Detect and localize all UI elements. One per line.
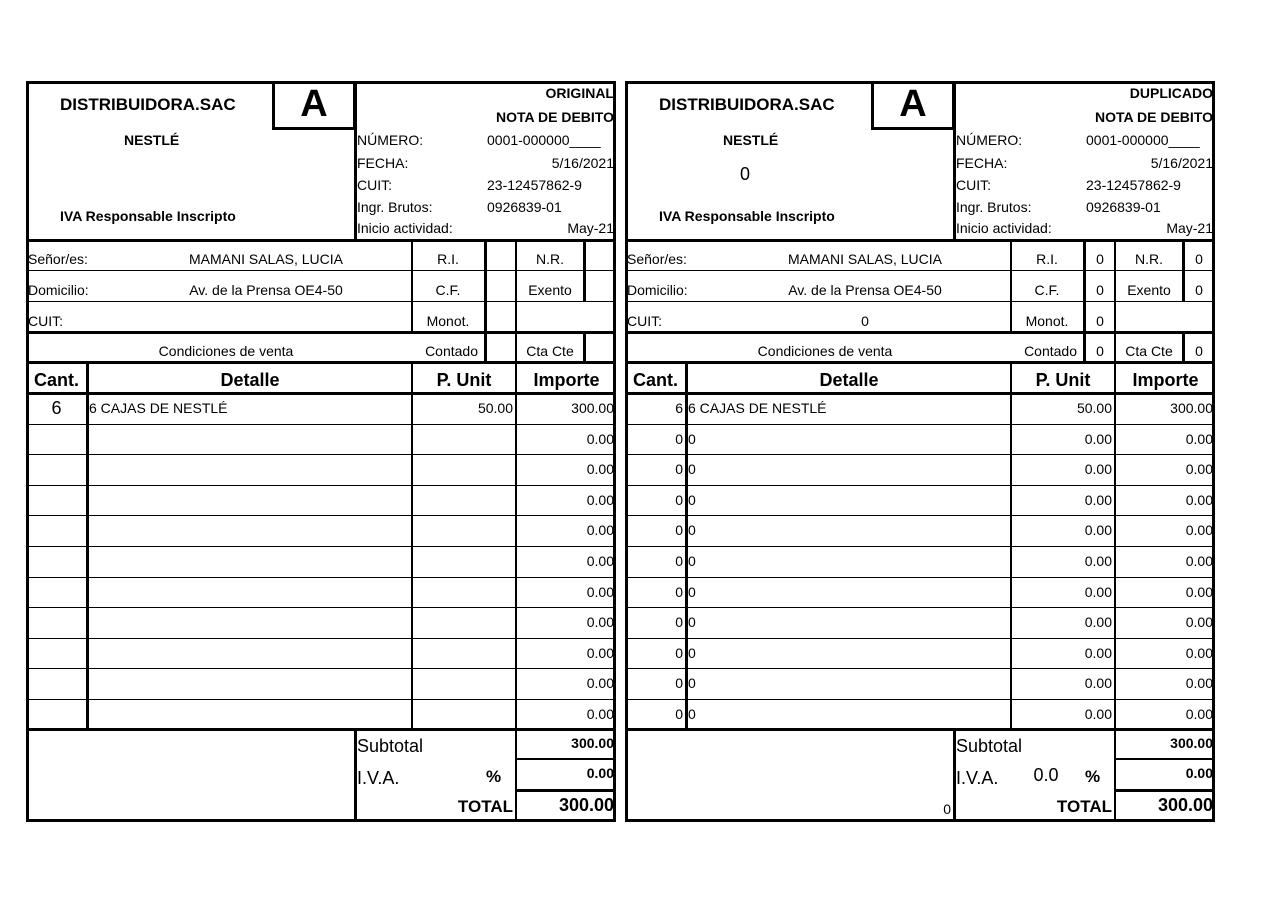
cell-importe: 0.00 <box>1185 491 1213 508</box>
numero-label: NÚMERO: <box>956 132 1023 148</box>
cell-importe: 0.00 <box>1185 706 1213 722</box>
totals-rule <box>516 758 616 760</box>
ri-label: R.I. <box>437 251 459 267</box>
row-rule <box>625 454 1215 455</box>
row-rule <box>26 454 616 455</box>
subtotal-label: Subtotal <box>357 736 424 756</box>
total-label: TOTAL <box>1056 797 1112 816</box>
cell-importe: 0.00 <box>586 522 614 539</box>
contado-label: Contado <box>1024 343 1077 359</box>
col-header-punit: P. Unit <box>1035 370 1091 390</box>
exento-label: Exento <box>1127 282 1171 298</box>
senor-label: Señor/es: <box>28 251 88 267</box>
tax-col-rule <box>484 240 487 332</box>
cond-bottom-rule <box>26 361 616 364</box>
cell-punit: 0.00 <box>1084 553 1112 569</box>
cell-importe: 0.00 <box>1185 461 1213 478</box>
col-header-cant: Cant. <box>633 370 678 390</box>
cell-cant: 0 <box>675 706 683 722</box>
domicilio-underline <box>26 301 412 302</box>
inicio-actividad-value: May-21 <box>567 220 614 236</box>
iva-condition: IVA Responsable Inscripto <box>60 208 236 224</box>
cell-punit: 0.00 <box>1084 583 1112 600</box>
header-divider <box>354 81 357 241</box>
domicilio-value: Av. de la Prensa OE4-50 <box>788 282 942 298</box>
col-header-punit: P. Unit <box>436 370 492 390</box>
fecha-value: 5/16/2021 <box>1150 155 1213 171</box>
cell-cant: 0 <box>675 491 683 508</box>
invoice-letter: A <box>300 83 328 125</box>
iva-value: 0.00 <box>586 765 614 781</box>
header-divider <box>953 81 956 241</box>
cond-col-rule <box>583 333 586 363</box>
copy-label: DUPLICADO <box>1129 85 1213 101</box>
cond-col-rule <box>1083 333 1086 363</box>
client-cuit-label: CUIT: <box>28 313 63 329</box>
row-rule <box>625 515 1215 516</box>
cf-value: 0 <box>1096 282 1104 298</box>
copy-label: ORIGINAL <box>545 85 614 101</box>
cell-cant: 0 <box>675 522 683 539</box>
totals-rule <box>516 789 616 792</box>
iva-value: 0.00 <box>1185 765 1213 781</box>
items-bottom-rule <box>26 728 616 731</box>
header-bottom-rule <box>26 239 616 242</box>
row-rule <box>625 577 1215 578</box>
cuit-label: CUIT: <box>357 177 392 193</box>
senor-value: MAMANI SALAS, LUCIA <box>188 251 344 267</box>
cell-punit: 50.00 <box>1076 400 1112 416</box>
domicilio-underline <box>625 301 1011 302</box>
row-rule <box>26 424 616 425</box>
invoice-copy-original: DISTRIBUIDORA.SAC A NESTLÉ IVA Responsable Inscripto ORIGINAL NOTA DE DEBITO NÚMERO: 0001-000000____ FECHA: 5/16/2021 CUIT: 23-12457862-9 Ingr. Brutos: 0926839-01 Inicio actividad: May-21 Señor/es: MAMANI SALAS, LUCIA Domicilio: Av. de la Prensa OE4-50 CUIT: R.I. N.R. C.F. Exento Monot. Condiciones de venta Contado Cta Cte Cant. Detalle P. Unit Importe 6 6 CAJAS DE NESTLÉ 50.00 300.00 0.00 0.00 0.00 0.00 0.00 0.00 0.00 0.00 0.00 0.00 Subtotal 300.00 I.V.A. % 0.00 TOTAL 300.00 <box>26 81 616 822</box>
row-rule <box>26 577 616 578</box>
cell-cant: 0 <box>675 461 683 478</box>
monot-value: 0 <box>1096 313 1104 329</box>
document-type: NOTA DE DEBITO <box>1095 109 1213 125</box>
col-header-detalle: Detalle <box>819 370 879 390</box>
cell-punit: 0.00 <box>1084 644 1112 661</box>
total-value: 300.00 <box>1157 795 1213 815</box>
iva-label: I.V.A. <box>956 768 999 788</box>
iva-condition: IVA Responsable Inscripto <box>659 208 835 224</box>
condiciones-label: Condiciones de venta <box>757 343 893 359</box>
cond-col-rule <box>1114 333 1116 363</box>
cell-detalle: 6 CAJAS DE NESTLÉ <box>89 400 228 416</box>
domicilio-value: Av. de la Prensa OE4-50 <box>189 282 343 298</box>
cf-label: C.F. <box>1034 282 1060 298</box>
senor-label: Señor/es: <box>627 251 687 267</box>
tax-row-rule <box>1011 301 1215 302</box>
cell-detalle: 0 <box>688 583 696 600</box>
percent-sign: % <box>486 767 502 786</box>
cell-importe: 0.00 <box>1185 614 1213 631</box>
tax-row-rule <box>412 270 616 271</box>
contado-value: 0 <box>1096 343 1104 359</box>
iva-rate: 0.0 <box>1033 765 1059 785</box>
tax-row-rule <box>1011 270 1215 271</box>
cuit-label: CUIT: <box>956 177 991 193</box>
col-header-importe: Importe <box>1132 370 1199 390</box>
row-rule <box>625 699 1215 700</box>
condiciones-label: Condiciones de venta <box>158 343 294 359</box>
cell-cant: 0 <box>675 553 683 569</box>
monot-label: Monot. <box>1025 313 1069 329</box>
cell-detalle: 0 <box>688 491 696 508</box>
cell-punit: 0.00 <box>1084 430 1112 447</box>
header-bottom-rule <box>625 239 1215 242</box>
cond-col-rule <box>515 333 517 363</box>
cf-label: C.F. <box>435 282 461 298</box>
fecha-value: 5/16/2021 <box>551 155 614 171</box>
document-type: NOTA DE DEBITO <box>496 109 614 125</box>
items-header-rule <box>625 392 1215 395</box>
nr-label: N.R. <box>536 251 564 267</box>
domicilio-label: Domicilio: <box>28 282 89 298</box>
col-header-detalle: Detalle <box>220 370 280 390</box>
exento-label: Exento <box>528 282 572 298</box>
row-rule <box>625 546 1215 547</box>
row-rule <box>26 638 616 639</box>
cell-punit: 50.00 <box>477 400 513 416</box>
cell-importe: 0.00 <box>586 430 614 447</box>
nr-value: 0 <box>1195 251 1203 267</box>
cell-detalle: 0 <box>688 430 696 447</box>
contado-label: Contado <box>425 343 478 359</box>
cell-punit: 0.00 <box>1084 614 1112 631</box>
fecha-label: FECHA: <box>956 155 1008 171</box>
cond-bottom-rule <box>625 361 1215 364</box>
col-header-cant: Cant. <box>34 370 79 390</box>
cell-punit: 0.00 <box>1084 675 1112 692</box>
inicio-actividad-value: May-21 <box>1166 220 1213 236</box>
cell-cant: 0 <box>675 583 683 600</box>
cond-col-rule <box>484 333 487 363</box>
cta-cte-value: 0 <box>1195 343 1203 359</box>
cell-punit: 0.00 <box>1084 461 1112 478</box>
cuit-value: 23-12457862-9 <box>487 177 582 193</box>
tax-row-rule <box>412 301 616 302</box>
inicio-actividad-label: Inicio actividad: <box>357 220 453 236</box>
totals-rule <box>1115 789 1215 792</box>
row-rule <box>26 607 616 608</box>
cell-cant: 0 <box>675 614 683 631</box>
senor-underline <box>26 270 412 271</box>
cell-punit: 0.00 <box>1084 706 1112 722</box>
cell-punit: 0.00 <box>1084 491 1112 508</box>
fecha-label: FECHA: <box>357 155 409 171</box>
numero-value: 0001-000000____ <box>1086 132 1200 148</box>
cell-cant: 0 <box>675 644 683 661</box>
domicilio-label: Domicilio: <box>627 282 688 298</box>
subtotal-label: Subtotal <box>956 736 1023 756</box>
ingr-brutos-value: 0926839-01 <box>487 199 562 215</box>
numero-value: 0001-000000____ <box>487 132 601 148</box>
cell-detalle: 0 <box>688 553 696 569</box>
total-label: TOTAL <box>457 797 513 816</box>
iva-label: I.V.A. <box>357 768 400 788</box>
company-name: DISTRIBUIDORA.SAC <box>659 95 835 114</box>
cta-cte-label: Cta Cte <box>1125 343 1173 359</box>
ingr-brutos-label: Ingr. Brutos: <box>956 199 1032 215</box>
inicio-actividad-label: Inicio actividad: <box>956 220 1052 236</box>
row-rule <box>625 424 1215 425</box>
client-bottom-rule <box>625 331 1215 334</box>
row-rule <box>26 668 616 669</box>
subtotal-value: 300.00 <box>571 735 614 751</box>
cell-importe: 0.00 <box>1185 644 1213 661</box>
cta-cte-label: Cta Cte <box>526 343 574 359</box>
cell-importe: 0.00 <box>586 675 614 692</box>
cond-col-rule <box>1182 333 1185 363</box>
client-cuit-value: 0 <box>861 313 869 329</box>
cell-detalle: 0 <box>688 522 696 539</box>
cell-cant: 6 <box>675 400 683 416</box>
cell-detalle: 0 <box>688 644 696 661</box>
cell-detalle: 0 <box>688 706 696 722</box>
cell-detalle: 6 CAJAS DE NESTLÉ <box>688 400 827 416</box>
subtotal-value: 300.00 <box>1170 735 1213 751</box>
cell-importe: 300.00 <box>571 400 614 416</box>
cell-importe: 0.00 <box>1185 522 1213 539</box>
col-header-importe: Importe <box>533 370 600 390</box>
row-rule <box>625 638 1215 639</box>
cell-importe: 0.00 <box>586 491 614 508</box>
percent-sign: % <box>1085 767 1101 786</box>
cell-importe: 300.00 <box>1170 400 1213 416</box>
cell-importe: 0.00 <box>586 553 614 569</box>
ingr-brutos-value: 0926839-01 <box>1086 199 1161 215</box>
ri-value: 0 <box>1096 251 1104 267</box>
row-rule <box>625 485 1215 486</box>
numero-label: NÚMERO: <box>357 132 424 148</box>
cell-cant: 6 <box>51 398 62 418</box>
cell-punit: 0.00 <box>1084 522 1112 539</box>
cell-importe: 0.00 <box>1185 553 1213 569</box>
row-rule <box>26 546 616 547</box>
row-rule <box>26 515 616 516</box>
company-name: DISTRIBUIDORA.SAC <box>60 95 236 114</box>
cell-importe: 0.00 <box>586 583 614 600</box>
cell-importe: 0.00 <box>586 461 614 478</box>
client-cuit-label: CUIT: <box>627 313 662 329</box>
ri-label: R.I. <box>1036 251 1058 267</box>
invoice-copy-duplicado: DISTRIBUIDORA.SAC A NESTLÉ 0 IVA Responsable Inscripto DUPLICADO NOTA DE DEBITO NÚMERO: 0001-000000____ FECHA: 5/16/2021 CUIT: 23-12457862-9 Ingr. Brutos: 0926839-01 Inicio actividad: May-21 Señor/es: MAMANI SALAS, LUCIA Domicilio: Av. de la Prensa OE4-50 CUIT: 0 R.I. 0 N.R. 0 C.F. 0 Exento 0 Monot. 0 Condiciones de venta Contado 0 Cta Cte 0 Cant. Detalle P. Unit Importe 6 6 CAJAS DE NESTLÉ 50.00 300.00 0 0 0.00 0.00 0 0 0.00 0.00 0 0 0.00 0.00 0 0 0.00 0.00 0 0 0.00 0.00 0 0 0.00 0.00 0 0 0.00 0.00 0 0 0.00 0.00 0 0 0.00 0.00 0 0 0.00 0.00 Subtotal 300.00 I.V.A. 0.0 % 0.00 TOTAL 300.00 0 <box>625 81 1215 822</box>
invoice-letter: A <box>899 83 927 125</box>
cell-cant: 0 <box>675 430 683 447</box>
nr-label: N.R. <box>1135 251 1163 267</box>
client-bottom-rule <box>26 331 616 334</box>
items-header-rule <box>26 392 616 395</box>
row-rule <box>625 668 1215 669</box>
cell-detalle: 0 <box>688 461 696 478</box>
cell-importe: 0.00 <box>586 644 614 661</box>
senor-value: MAMANI SALAS, LUCIA <box>787 251 943 267</box>
row-rule <box>26 485 616 486</box>
total-value: 300.00 <box>558 795 614 815</box>
row-rule <box>625 607 1215 608</box>
cell-importe: 0.00 <box>586 614 614 631</box>
cell-cant: 0 <box>675 675 683 692</box>
cell-importe: 0.00 <box>1185 583 1213 600</box>
senor-underline <box>625 270 1011 271</box>
monot-label: Monot. <box>426 313 470 329</box>
cell-detalle: 0 <box>688 675 696 692</box>
cuit-value: 23-12457862-9 <box>1086 177 1181 193</box>
ingr-brutos-label: Ingr. Brutos: <box>357 199 433 215</box>
row-rule <box>26 699 616 700</box>
totals-rule <box>1115 758 1215 760</box>
cell-importe: 0.00 <box>1185 675 1213 692</box>
cell-importe: 0.00 <box>1185 430 1213 447</box>
footer-value: 0 <box>943 801 951 817</box>
cell-importe: 0.00 <box>586 706 614 722</box>
cell-detalle: 0 <box>688 614 696 631</box>
exento-value: 0 <box>1195 282 1203 298</box>
items-bottom-rule <box>625 728 1215 731</box>
